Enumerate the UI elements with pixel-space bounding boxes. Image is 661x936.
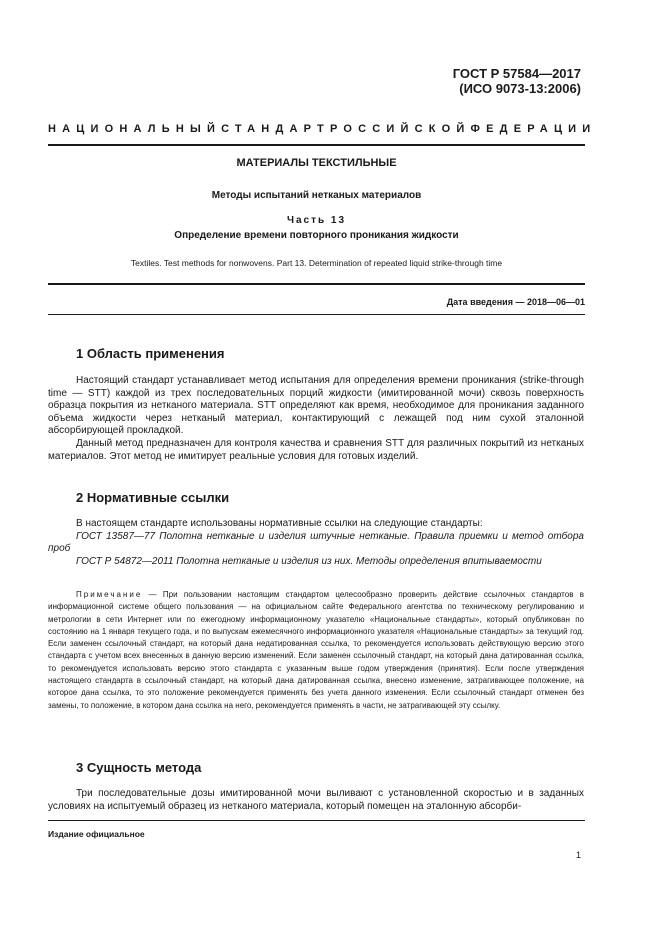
standard-code: ГОСТ Р 57584—2017 — [452, 66, 581, 81]
note-label: Примечание — [76, 590, 143, 599]
intro-date: Дата введения — 2018—06—01 — [446, 297, 585, 307]
section-2-note — [48, 589, 584, 712]
banner-word-4: ФЕДЕРАЦИИ — [470, 123, 597, 135]
banner-word-3: РОССИЙСКОЙ — [329, 123, 471, 135]
document-title: МАТЕРИАЛЫ ТЕКСТИЛЬНЫЕ — [236, 157, 397, 169]
section-2-heading: 2 Нормативные ссылки — [76, 490, 230, 505]
top-divider — [48, 144, 585, 146]
section-3-heading: 3 Сущность метода — [76, 760, 202, 775]
document-part: Часть 13 — [286, 215, 347, 226]
national-standard-banner — [48, 123, 597, 135]
footer-divider — [48, 820, 585, 821]
iso-code: (ИСО 9073-13:2006) — [459, 81, 581, 96]
note-text: — При пользовании настоящим стандартом целесообразно проверить действие ссылочных стандартов в информационной системе общего пользования — на официальном сайте Федерального агентства по техническому регулированию и метрологии в сети Интернет или по ежегодному информационному указателю «Национальные стандарты», который опубликован по состоянию на 1 января текущего года, и по выпускам ежемесячного информационного указателя «Национальные стандарты» за текущий год. Если заменен ссылочный стандарт, на который дана недатированная ссылка, то рекомендуется использовать действующую версию этого стандарта с учетом всех внесенных в данную версию изменений. Если заменен ссылочный стандарт, на который дана датированная ссылка, то рекомендуется использовать версию этого стандарта с указанным выше годом утверждения (принятия). Если после утверждения настоящего стандарта в ссылочный стандарт, на который дана датированная ссылка, внесено изменение, затрагивающее положение, на которое дана ссылка, то это положение рекомендуется применять без учета данного изменения. Если ссылочный стандарт отменен без замены, то положение, в котором дана ссылка на него, рекомендуется применять в части, не затрагивающей эту ссылку. — [48, 590, 584, 710]
section-1-body — [48, 375, 584, 463]
english-title: Textiles. Test methods for nonwovens. Part 13. Determination of repeated liquid strike-through time — [130, 258, 503, 268]
section-2-paragraph-1: В настоящем стандарте использованы нормативные ссылки на следующие стандарты: — [76, 518, 483, 529]
banner-word-2: СТАНДАРТ — [221, 123, 330, 135]
banner-word-1: НАЦИОНАЛЬНЫЙ — [48, 123, 222, 135]
section-2-body — [48, 518, 584, 568]
reference-2: ГОСТ Р 54872—2011 Полотна нетканые и изделия из них. Методы определения впитываемости — [76, 555, 542, 567]
document-subtitle: Методы испытаний нетканых материалов — [211, 190, 422, 201]
note-paragraph — [48, 589, 584, 712]
page-number: 1 — [575, 850, 581, 860]
title-divider — [48, 283, 585, 285]
date-divider — [48, 314, 585, 315]
document-code-block — [453, 66, 581, 96]
section-3-body — [48, 788, 584, 813]
section-1-paragraph-2: Данный метод предназначен для контроля качества и сравнения STT для различных покрытий из нетканых материалов. Этот метод не имитирует реальные условия для готовых изделий. — [48, 437, 584, 462]
section-3-paragraph-1: Три последовательные дозы имитированной мочи выливают с установленной скоростью и в заданных условиях на испытуемый образец из нетканого материала, который помещен на эталонную абсорби- — [48, 788, 584, 812]
reference-1: ГОСТ 13587—77 Полотна нетканые и изделия штучные нетканые. Правила приемки и метод отбора проб — [48, 530, 584, 555]
document-part-title: Определение времени повторного проникания жидкости — [174, 230, 459, 241]
section-1-heading: 1 Область применения — [76, 346, 225, 361]
section-1-paragraph-1: Настоящий стандарт устанавливает метод испытания для определения времени проникания (strike-through time — STT) каждой из трех последовательных порций жидкости (имитированной мочи) сквозь поверхность образца покрытия из нетканого материала. STT определяют как время, необходимое для проникания заданного объема жидкости через нетканый материал, контактирующий с лежащей под ним сухой эталонной абсорбирующей прокладкой. — [48, 375, 584, 437]
edition-label: Издание официальное — [48, 829, 145, 839]
